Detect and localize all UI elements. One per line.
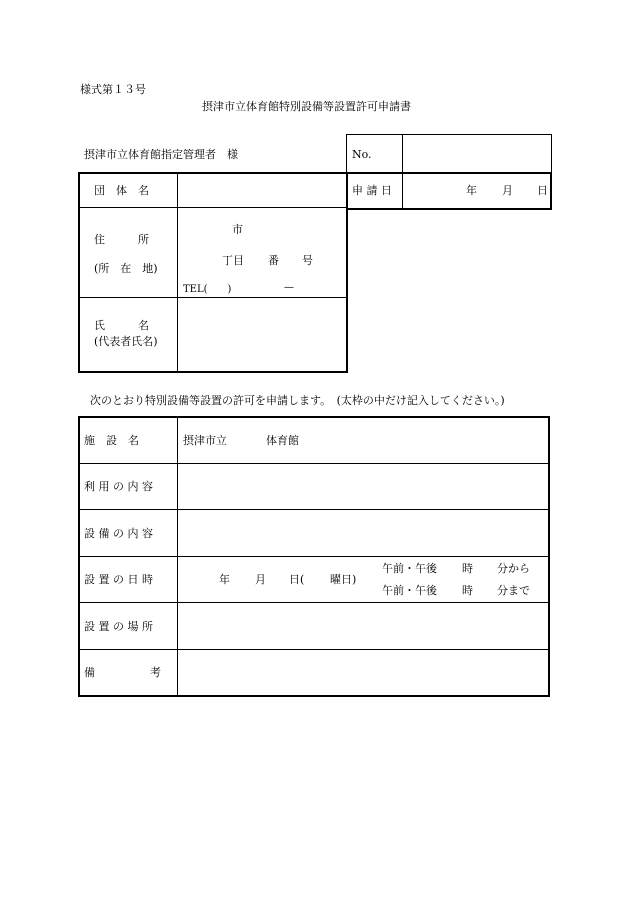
facility-field[interactable]: [180, 420, 546, 461]
date-day: 日: [537, 184, 548, 197]
equipment-field[interactable]: [180, 512, 546, 554]
tel-label: TEL( ): [183, 284, 232, 295]
end-min: 分まで: [497, 584, 530, 597]
group-name-label: 団 体 名: [94, 184, 149, 197]
address-sub-label: (所 在 地): [94, 262, 158, 275]
address-chome: 丁目: [222, 254, 244, 267]
address-ban: 番: [268, 254, 279, 267]
usage-label: 利 用 の 内 容: [84, 480, 153, 493]
tel-dash: —: [284, 282, 294, 293]
usage-field[interactable]: [180, 466, 546, 507]
place-label: 設 置 の 場 所: [84, 620, 153, 633]
remarks-field[interactable]: [180, 652, 546, 694]
datetime-weekday: 曜日): [330, 573, 357, 586]
form-title: 摂津市立体育館特別設備等設置許可申請書: [202, 100, 411, 113]
remarks-label: 備 考: [84, 666, 161, 679]
end-hour: 時: [462, 584, 473, 597]
name-label: 氏 名: [94, 319, 149, 332]
statement: 次のとおり特別設備等設置の許可を申請します。 (太枠の中だけ記入してください。): [90, 394, 505, 407]
form-number: 様式第１３号: [80, 83, 146, 96]
datetime-day: 日(: [289, 573, 305, 586]
address-go: 号: [302, 254, 313, 267]
date-month: 月: [502, 184, 513, 197]
start-min: 分から: [497, 562, 530, 575]
no-field[interactable]: [404, 137, 550, 171]
name-sub-label: (代表者氏名): [94, 335, 158, 348]
facility-suffix: 体育館: [266, 434, 299, 447]
address-city: 市: [232, 223, 243, 236]
group-name-field[interactable]: [180, 175, 344, 205]
facility-prefix: 摂津市立: [183, 434, 227, 447]
datetime-month: 月: [255, 573, 266, 586]
place-field[interactable]: [180, 605, 546, 647]
start-ampm: 午前・午後: [382, 562, 437, 575]
datetime-year: 年: [219, 573, 230, 586]
start-hour: 時: [462, 562, 473, 575]
address-field[interactable]: [180, 210, 344, 294]
end-ampm: 午前・午後: [382, 584, 437, 597]
facility-label: 施 設 名: [84, 434, 139, 447]
date-row-thick: [346, 172, 552, 210]
no-label: No.: [352, 148, 372, 161]
datetime-field[interactable]: [180, 559, 546, 600]
equipment-label: 設 備 の 内 容: [84, 527, 153, 540]
date-year: 年: [466, 184, 477, 197]
address-label: 住 所: [94, 233, 149, 246]
datetime-label: 設 置 の 日 時: [84, 573, 153, 586]
application-date-label: 申 請 日: [352, 184, 392, 197]
name-field[interactable]: [180, 300, 344, 370]
addressee: 摂津市立体育館指定管理者 様: [84, 148, 238, 161]
